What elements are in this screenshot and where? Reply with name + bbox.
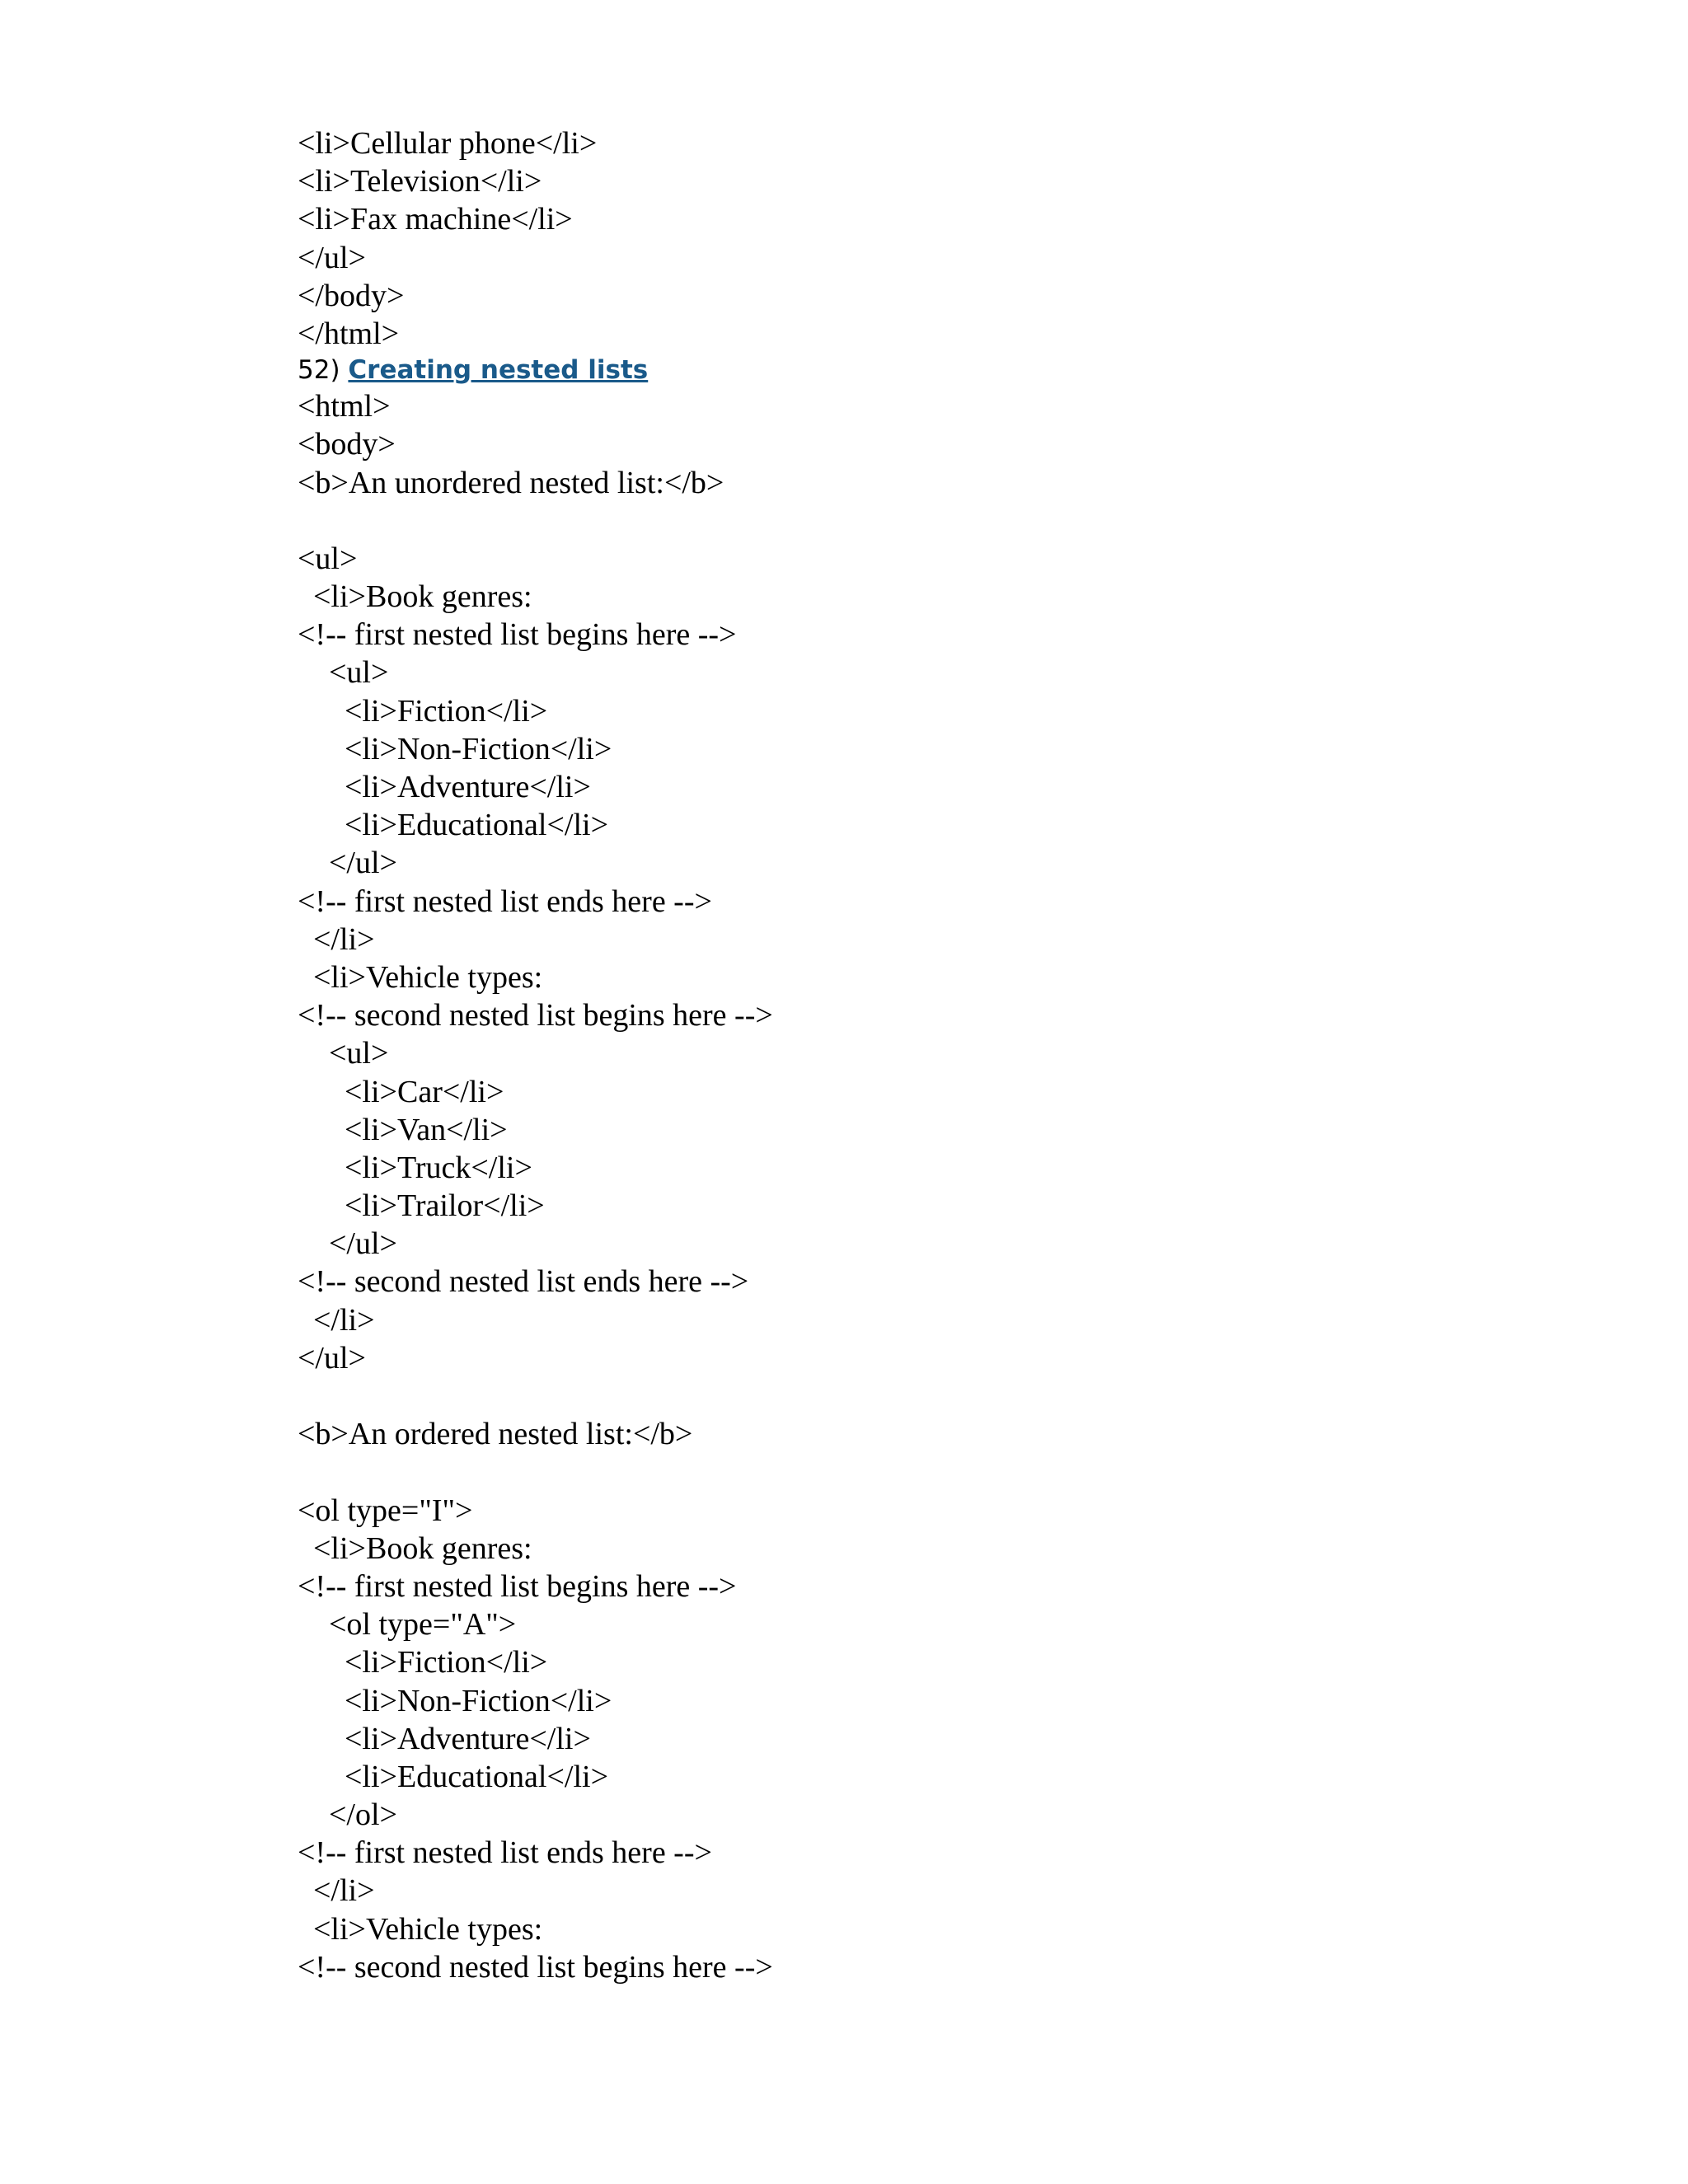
code-line: </ul>: [298, 1226, 397, 1262]
code-line: </ul>: [298, 1340, 366, 1376]
code-line: <li>Van</li>: [298, 1112, 508, 1147]
code-line: </li>: [298, 921, 375, 957]
code-line: <ul>: [298, 541, 358, 576]
code-line: <b>An ordered nested list:</b>: [298, 1417, 693, 1452]
code-line: </html>: [298, 316, 400, 351]
code-comment-line: <!-- second nested list begins here -->: [298, 1949, 773, 1985]
code-comment-line: <!-- first nested list ends here -->: [298, 883, 712, 919]
top-code-block: [298, 124, 1534, 353]
code-line: </ol>: [298, 1797, 397, 1833]
code-comment-line: <!-- second nested list ends here -->: [298, 1264, 749, 1300]
blank-line: [298, 1453, 1534, 1491]
code-line: <body>: [298, 427, 396, 462]
code-line: </li>: [298, 1302, 375, 1338]
nested-lists-code-block: [298, 387, 1534, 1986]
section-heading: [298, 353, 1534, 387]
code-line: <li>Fax machine</li>: [298, 202, 573, 237]
blank-line: [298, 1377, 1534, 1415]
code-line: <li>Adventure</li>: [298, 1721, 591, 1756]
code-line: <ul>: [298, 1036, 389, 1071]
code-line: <html>: [298, 389, 391, 424]
code-line: <li>Book genres:: [298, 579, 532, 615]
code-line: <li>Television</li>: [298, 164, 542, 199]
code-line: <li>Book genres:: [298, 1530, 532, 1566]
section-number: 52): [298, 355, 349, 386]
code-line: <li>Vehicle types:: [298, 959, 543, 995]
code-line: </ul>: [298, 240, 366, 275]
code-line: <ol type="I">: [298, 1493, 473, 1528]
blank-line: [298, 502, 1534, 540]
code-line: <li>Vehicle types:: [298, 1911, 543, 1947]
code-line: <b>An unordered nested list:</b>: [298, 465, 724, 500]
code-line: <li>Adventure</li>: [298, 770, 591, 804]
code-line: <li>Educational</li>: [298, 808, 608, 843]
code-line: </li>: [298, 1873, 375, 1909]
code-comment-line: <!-- first nested list begins here -->: [298, 617, 737, 653]
code-line: <ul>: [298, 655, 389, 691]
code-line: <li>Non-Fiction</li>: [298, 731, 612, 766]
document-page: [298, 124, 1534, 1986]
code-line: <li>Cellular phone</li>: [298, 126, 598, 161]
code-line: <li>Fiction</li>: [298, 1645, 548, 1680]
code-line: <li>Fiction</li>: [298, 693, 548, 729]
section-title-link[interactable]: Creating nested lists: [348, 355, 649, 386]
code-line: <ol type="A">: [298, 1607, 517, 1643]
code-line: </body>: [298, 278, 405, 313]
code-line: <li>Truck</li>: [298, 1150, 532, 1185]
code-line: <li>Non-Fiction</li>: [298, 1683, 612, 1718]
code-comment-line: <!-- second nested list begins here -->: [298, 998, 773, 1033]
code-comment-line: <!-- first nested list begins here -->: [298, 1568, 737, 1604]
code-line: </ul>: [298, 846, 397, 881]
code-line: <li>Trailor</li>: [298, 1188, 545, 1224]
code-line: <li>Car</li>: [298, 1074, 504, 1109]
code-comment-line: <!-- first nested list ends here -->: [298, 1835, 712, 1871]
code-line: <li>Educational</li>: [298, 1759, 608, 1794]
